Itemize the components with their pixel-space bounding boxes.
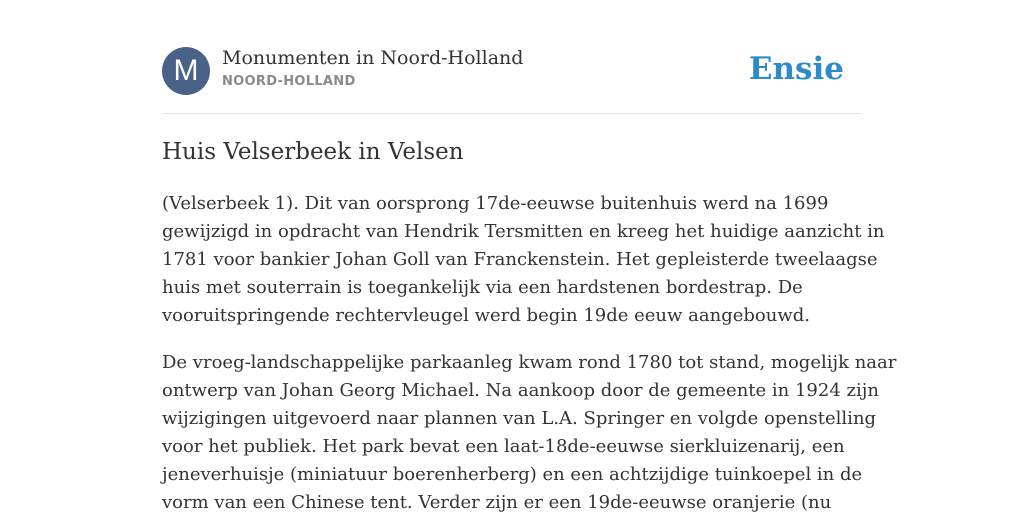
paragraph-line: wijzigingen uitgevoerd naar plannen van L.A. Springer en volgde openstelling	[162, 408, 877, 429]
header	[162, 46, 862, 96]
paragraph-1	[162, 190, 885, 330]
paragraph-line: vooruitspringende rechtervleugel werd begin 19de eeuw aangebouwd.	[162, 305, 810, 326]
paragraph-2	[162, 349, 897, 512]
avatar[interactable]: M	[162, 47, 210, 95]
site-subtitle[interactable]: NOORD-HOLLAND	[222, 74, 356, 89]
paragraph-line: (Velserbeek 1). Dit van oorsprong 17de-eeuwse buitenhuis werd na 1699	[162, 193, 829, 214]
ensie-logo[interactable]: Ensie	[748, 51, 844, 87]
paragraph-line: voor het publiek. Het park bevat een laat-18de-eeuwse sierkluizenarij, een	[162, 436, 845, 457]
paragraph-line: vorm van een Chinese tent. Verder zijn er een 19de-eeuwse oranjerie (nu	[162, 492, 832, 512]
paragraph-line: huis met souterrain is toegankelijk via een hardstenen bordestrap. De	[162, 277, 803, 298]
divider	[162, 113, 862, 114]
site-title[interactable]: Monumenten in Noord-Holland	[222, 47, 524, 69]
article-body	[162, 190, 897, 512]
article-title: Huis Velserbeek in Velsen	[162, 139, 464, 165]
paragraph-line: 1781 voor bankier Johan Goll van Franckenstein. Het gepleisterde tweelaagse	[162, 249, 878, 270]
paragraph-line: gewijzigd in opdracht van Hendrik Tersmitten en kreeg het huidige aanzicht in	[162, 221, 885, 242]
paragraph-line: jeneverhuisje (miniatuur boerenherberg) en een achtzijdige tuinkoepel in de	[162, 464, 863, 485]
paragraph-line: De vroeg-landschappelijke parkaanleg kwam rond 1780 tot stand, mogelijk naar	[162, 352, 897, 373]
paragraph-line: ontwerp van Johan Georg Michael. Na aankoop door de gemeente in 1924 zijn	[162, 380, 879, 401]
